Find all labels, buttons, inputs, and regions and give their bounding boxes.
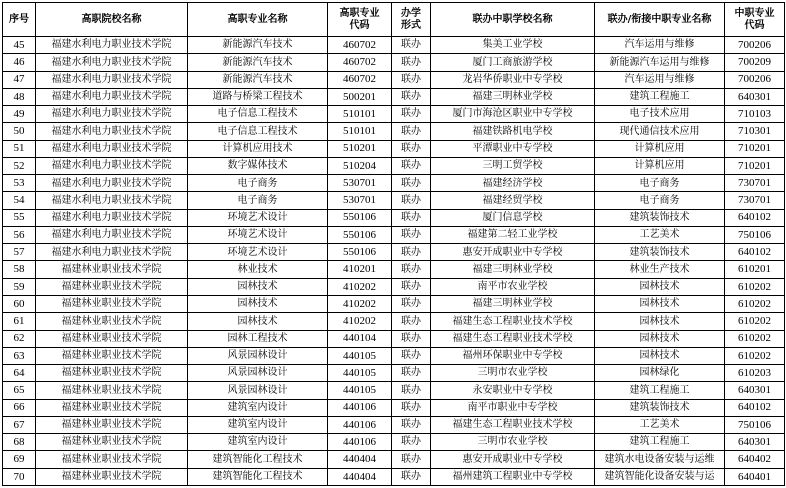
data-table [2, 2, 785, 486]
cell-serial-number: 53 [3, 175, 36, 192]
cell-school-mode: 联办 [392, 365, 431, 382]
cell-college-major-code: 530701 [328, 192, 392, 209]
cell-serial-number: 65 [3, 382, 36, 399]
cell-college-major: 计算机应用技术 [188, 140, 328, 157]
cell-serial-number: 45 [3, 37, 36, 54]
cell-partner-major-code: 610202 [725, 313, 785, 330]
cell-college-name: 福建林业职业技术学院 [36, 468, 188, 485]
table-row [3, 140, 785, 157]
cell-serial-number: 46 [3, 54, 36, 71]
cell-partner-school: 永安职业中专学校 [431, 382, 595, 399]
cell-college-major: 环境艺术设计 [188, 244, 328, 261]
cell-college-name: 福建水利电力职业技术学院 [36, 175, 188, 192]
cell-partner-school: 惠安开成职业中专学校 [431, 244, 595, 261]
cell-college-major: 林业技术 [188, 261, 328, 278]
cell-school-mode: 联办 [392, 261, 431, 278]
cell-college-major: 风景园林设计 [188, 347, 328, 364]
table-row [3, 244, 785, 261]
cell-college-major: 新能源汽车技术 [188, 37, 328, 54]
cell-college-major-code: 440105 [328, 382, 392, 399]
cell-college-major-code: 550106 [328, 244, 392, 261]
cell-partner-major: 园林技术 [595, 278, 725, 295]
cell-college-major: 数字媒体技术 [188, 157, 328, 174]
cell-college-major-code: 440404 [328, 468, 392, 485]
cell-college-name: 福建水利电力职业技术学院 [36, 244, 188, 261]
cell-partner-major: 新能源汽车运用与维修 [595, 54, 725, 71]
cell-school-mode: 联办 [392, 451, 431, 468]
cell-partner-major: 工艺美术 [595, 416, 725, 433]
cell-college-name: 福建林业职业技术学院 [36, 399, 188, 416]
table-row [3, 434, 785, 451]
cell-partner-school: 福建生态工程职业技术学校 [431, 416, 595, 433]
cell-college-major: 园林技术 [188, 313, 328, 330]
cell-college-major: 建筑室内设计 [188, 434, 328, 451]
cell-partner-major: 园林技术 [595, 295, 725, 312]
cell-serial-number: 55 [3, 209, 36, 226]
cell-school-mode: 联办 [392, 192, 431, 209]
cell-college-major-code: 410201 [328, 261, 392, 278]
cell-college-major-code: 440106 [328, 434, 392, 451]
cell-serial-number: 60 [3, 295, 36, 312]
cell-college-major: 风景园林设计 [188, 382, 328, 399]
cell-college-major: 风景园林设计 [188, 365, 328, 382]
cell-partner-major: 园林技术 [595, 330, 725, 347]
cell-college-name: 福建林业职业技术学院 [36, 313, 188, 330]
cell-partner-school: 集美工业学校 [431, 37, 595, 54]
cell-serial-number: 61 [3, 313, 36, 330]
cell-partner-major-code: 610201 [725, 261, 785, 278]
header-college-major: 高职专业名称 [188, 3, 328, 37]
cell-school-mode: 联办 [392, 278, 431, 295]
cell-college-name: 福建水利电力职业技术学院 [36, 123, 188, 140]
cell-partner-school: 福建三明林业学校 [431, 295, 595, 312]
cell-partner-school: 福建生态工程职业技术学校 [431, 313, 595, 330]
cell-college-name: 福建水利电力职业技术学院 [36, 54, 188, 71]
cell-partner-major: 建筑工程施工 [595, 88, 725, 105]
cell-partner-major: 汽车运用与维修 [595, 71, 725, 88]
cell-college-major: 新能源汽车技术 [188, 54, 328, 71]
cell-college-name: 福建水利电力职业技术学院 [36, 106, 188, 123]
cell-partner-major: 电子商务 [595, 175, 725, 192]
cell-partner-school: 福建三明林业学校 [431, 261, 595, 278]
cell-partner-major: 园林绿化 [595, 365, 725, 382]
cell-partner-school: 厦门市海沧区职业中专学校 [431, 106, 595, 123]
cell-college-major: 环境艺术设计 [188, 209, 328, 226]
cell-school-mode: 联办 [392, 54, 431, 71]
cell-serial-number: 67 [3, 416, 36, 433]
cell-college-name: 福建林业职业技术学院 [36, 434, 188, 451]
cell-partner-major-code: 640301 [725, 382, 785, 399]
table-row [3, 365, 785, 382]
cell-partner-major-code: 640102 [725, 399, 785, 416]
table-row [3, 330, 785, 347]
cell-school-mode: 联办 [392, 140, 431, 157]
table-row [3, 71, 785, 88]
table-row [3, 37, 785, 54]
table-row [3, 382, 785, 399]
cell-school-mode: 联办 [392, 382, 431, 399]
cell-school-mode: 联办 [392, 106, 431, 123]
header-school-mode: 办学 形式 [392, 3, 431, 37]
table-row [3, 416, 785, 433]
cell-serial-number: 58 [3, 261, 36, 278]
cell-serial-number: 49 [3, 106, 36, 123]
cell-partner-major-code: 700206 [725, 71, 785, 88]
cell-college-major: 环境艺术设计 [188, 226, 328, 243]
cell-college-major-code: 550106 [328, 209, 392, 226]
cell-partner-school: 三明市农业学校 [431, 365, 595, 382]
table-row [3, 468, 785, 485]
cell-school-mode: 联办 [392, 347, 431, 364]
cell-partner-major: 园林技术 [595, 313, 725, 330]
cell-partner-major: 现代通信技术应用 [595, 123, 725, 140]
cell-serial-number: 52 [3, 157, 36, 174]
cell-partner-school: 南平市职业中专学校 [431, 399, 595, 416]
table-row [3, 278, 785, 295]
cell-college-name: 福建林业职业技术学院 [36, 261, 188, 278]
cell-partner-major: 园林技术 [595, 347, 725, 364]
cell-school-mode: 联办 [392, 416, 431, 433]
cell-serial-number: 51 [3, 140, 36, 157]
cell-college-major: 园林技术 [188, 278, 328, 295]
table-body [3, 37, 785, 486]
cell-college-major-code: 440404 [328, 451, 392, 468]
cell-partner-major-code: 700209 [725, 54, 785, 71]
cell-college-name: 福建水利电力职业技术学院 [36, 209, 188, 226]
cell-partner-major-code: 610203 [725, 365, 785, 382]
table-row [3, 313, 785, 330]
cell-college-name: 福建水利电力职业技术学院 [36, 140, 188, 157]
cell-school-mode: 联办 [392, 209, 431, 226]
cell-partner-major: 建筑装饰技术 [595, 244, 725, 261]
cell-college-major-code: 550106 [328, 226, 392, 243]
cell-serial-number: 64 [3, 365, 36, 382]
cell-partner-major-code: 610202 [725, 330, 785, 347]
cell-serial-number: 54 [3, 192, 36, 209]
cell-partner-school: 福建经济学校 [431, 175, 595, 192]
cell-partner-major-code: 640402 [725, 451, 785, 468]
cell-partner-major-code: 730701 [725, 192, 785, 209]
cell-serial-number: 59 [3, 278, 36, 295]
table-row [3, 261, 785, 278]
cell-school-mode: 联办 [392, 295, 431, 312]
table-row [3, 295, 785, 312]
cell-college-name: 福建林业职业技术学院 [36, 365, 188, 382]
table-row [3, 226, 785, 243]
cell-college-major: 电子商务 [188, 192, 328, 209]
cell-school-mode: 联办 [392, 157, 431, 174]
cell-college-major-code: 410202 [328, 313, 392, 330]
table-row [3, 106, 785, 123]
cell-college-major: 建筑室内设计 [188, 399, 328, 416]
cell-serial-number: 50 [3, 123, 36, 140]
cell-partner-school: 厦门信息学校 [431, 209, 595, 226]
cell-college-major-code: 510204 [328, 157, 392, 174]
cell-partner-school: 福建经贸学校 [431, 192, 595, 209]
cell-partner-major: 电子商务 [595, 192, 725, 209]
cell-school-mode: 联办 [392, 330, 431, 347]
cell-partner-major: 建筑装饰技术 [595, 209, 725, 226]
cell-school-mode: 联办 [392, 434, 431, 451]
cell-partner-major: 建筑装饰技术 [595, 399, 725, 416]
cell-partner-major-code: 700206 [725, 37, 785, 54]
header-college-major-code: 高职专业 代码 [328, 3, 392, 37]
cell-college-name: 福建水利电力职业技术学院 [36, 157, 188, 174]
table-row [3, 399, 785, 416]
table-row [3, 451, 785, 468]
cell-college-major-code: 440104 [328, 330, 392, 347]
table-row [3, 347, 785, 364]
cell-partner-major-code: 640102 [725, 244, 785, 261]
cell-serial-number: 69 [3, 451, 36, 468]
cell-college-name: 福建林业职业技术学院 [36, 295, 188, 312]
table-row [3, 192, 785, 209]
header-serial-number: 序号 [3, 3, 36, 37]
cell-school-mode: 联办 [392, 37, 431, 54]
cell-school-mode: 联办 [392, 313, 431, 330]
cell-college-name: 福建林业职业技术学院 [36, 347, 188, 364]
cell-partner-school: 厦门工商旅游学校 [431, 54, 595, 71]
cell-partner-major-code: 710201 [725, 140, 785, 157]
cell-partner-school: 福建生态工程职业技术学校 [431, 330, 595, 347]
header-college-name: 高职院校名称 [36, 3, 188, 37]
cell-partner-major-code: 640102 [725, 209, 785, 226]
cell-partner-major-code: 710301 [725, 123, 785, 140]
cell-partner-school: 福州环保职业中专学校 [431, 347, 595, 364]
cell-college-name: 福建水利电力职业技术学院 [36, 37, 188, 54]
cell-partner-major: 计算机应用 [595, 157, 725, 174]
header-row [3, 3, 785, 37]
cell-partner-major-code: 610202 [725, 347, 785, 364]
cell-school-mode: 联办 [392, 399, 431, 416]
cell-partner-major: 汽车运用与维修 [595, 37, 725, 54]
cell-college-major-code: 530701 [328, 175, 392, 192]
table-row [3, 157, 785, 174]
cell-partner-major-code: 610202 [725, 295, 785, 312]
cell-school-mode: 联办 [392, 71, 431, 88]
cell-school-mode: 联办 [392, 88, 431, 105]
header-partner-major: 联办/衔接中职专业名称 [595, 3, 725, 37]
cell-serial-number: 48 [3, 88, 36, 105]
cell-partner-major-code: 710103 [725, 106, 785, 123]
cell-college-major-code: 460702 [328, 37, 392, 54]
cell-serial-number: 57 [3, 244, 36, 261]
cell-serial-number: 47 [3, 71, 36, 88]
cell-partner-major-code: 610202 [725, 278, 785, 295]
cell-college-major-code: 460702 [328, 54, 392, 71]
cell-partner-major-code: 640301 [725, 434, 785, 451]
cell-school-mode: 联办 [392, 468, 431, 485]
table-row [3, 209, 785, 226]
header-partner-major-code: 中职专业 代码 [725, 3, 785, 37]
cell-partner-school: 惠安开成职业中专学校 [431, 451, 595, 468]
cell-college-major-code: 410202 [328, 295, 392, 312]
cell-partner-school: 福建铁路机电学校 [431, 123, 595, 140]
cell-partner-major: 建筑工程施工 [595, 434, 725, 451]
cell-serial-number: 68 [3, 434, 36, 451]
cell-college-name: 福建林业职业技术学院 [36, 382, 188, 399]
cell-college-major-code: 500201 [328, 88, 392, 105]
cell-college-major: 建筑智能化工程技术 [188, 451, 328, 468]
cell-partner-major: 林业生产技术 [595, 261, 725, 278]
header-partner-school: 联办中职学校名称 [431, 3, 595, 37]
cell-partner-school: 南平市农业学校 [431, 278, 595, 295]
cell-partner-major-code: 640401 [725, 468, 785, 485]
cell-college-major: 电子商务 [188, 175, 328, 192]
cell-partner-major: 计算机应用 [595, 140, 725, 157]
cell-partner-major-code: 750106 [725, 226, 785, 243]
cell-serial-number: 70 [3, 468, 36, 485]
cell-partner-school: 三明工贸学校 [431, 157, 595, 174]
cell-college-major: 园林技术 [188, 295, 328, 312]
cell-college-major: 电子信息工程技术 [188, 106, 328, 123]
cell-college-major: 新能源汽车技术 [188, 71, 328, 88]
cell-partner-major: 建筑水电设备安装与运维 [595, 451, 725, 468]
cell-college-major: 园林工程技术 [188, 330, 328, 347]
cell-partner-school: 平潭职业中专学校 [431, 140, 595, 157]
cell-serial-number: 62 [3, 330, 36, 347]
cell-school-mode: 联办 [392, 123, 431, 140]
table-row [3, 88, 785, 105]
cell-college-name: 福建水利电力职业技术学院 [36, 88, 188, 105]
cell-partner-school: 龙岩华侨职业中专学校 [431, 71, 595, 88]
cell-college-major-code: 460702 [328, 71, 392, 88]
cell-college-name: 福建林业职业技术学院 [36, 278, 188, 295]
cell-college-name: 福建林业职业技术学院 [36, 416, 188, 433]
cell-college-major: 建筑室内设计 [188, 416, 328, 433]
cell-college-major-code: 440106 [328, 399, 392, 416]
cell-college-name: 福建水利电力职业技术学院 [36, 226, 188, 243]
cell-partner-school: 福建第二轻工业学校 [431, 226, 595, 243]
cell-partner-major: 工艺美术 [595, 226, 725, 243]
cell-college-major-code: 510101 [328, 106, 392, 123]
cell-partner-major: 建筑工程施工 [595, 382, 725, 399]
cell-college-major: 建筑智能化工程技术 [188, 468, 328, 485]
cell-college-major-code: 440105 [328, 347, 392, 364]
cell-partner-school: 福州建筑工程职业中专学校 [431, 468, 595, 485]
cell-partner-major: 建筑智能化设备安装与运 [595, 468, 725, 485]
cell-partner-major: 电子技术应用 [595, 106, 725, 123]
table-row [3, 175, 785, 192]
cell-partner-major-code: 730701 [725, 175, 785, 192]
cell-college-major-code: 440105 [328, 365, 392, 382]
cell-college-name: 福建林业职业技术学院 [36, 451, 188, 468]
cell-college-major: 电子信息工程技术 [188, 123, 328, 140]
cell-partner-school: 福建三明林业学校 [431, 88, 595, 105]
cell-college-name: 福建水利电力职业技术学院 [36, 192, 188, 209]
cell-serial-number: 63 [3, 347, 36, 364]
cell-serial-number: 56 [3, 226, 36, 243]
cell-school-mode: 联办 [392, 244, 431, 261]
cell-college-major-code: 510201 [328, 140, 392, 157]
cell-partner-major-code: 750106 [725, 416, 785, 433]
cell-partner-major-code: 640301 [725, 88, 785, 105]
cell-college-major: 道路与桥梁工程技术 [188, 88, 328, 105]
cell-school-mode: 联办 [392, 226, 431, 243]
cell-college-major-code: 440106 [328, 416, 392, 433]
cell-college-major-code: 410202 [328, 278, 392, 295]
cell-college-name: 福建水利电力职业技术学院 [36, 71, 188, 88]
cell-partner-major-code: 710201 [725, 157, 785, 174]
cell-school-mode: 联办 [392, 175, 431, 192]
cell-college-name: 福建林业职业技术学院 [36, 330, 188, 347]
cell-serial-number: 66 [3, 399, 36, 416]
cell-partner-school: 三明市农业学校 [431, 434, 595, 451]
table-row [3, 123, 785, 140]
table-row [3, 54, 785, 71]
cell-college-major-code: 510101 [328, 123, 392, 140]
